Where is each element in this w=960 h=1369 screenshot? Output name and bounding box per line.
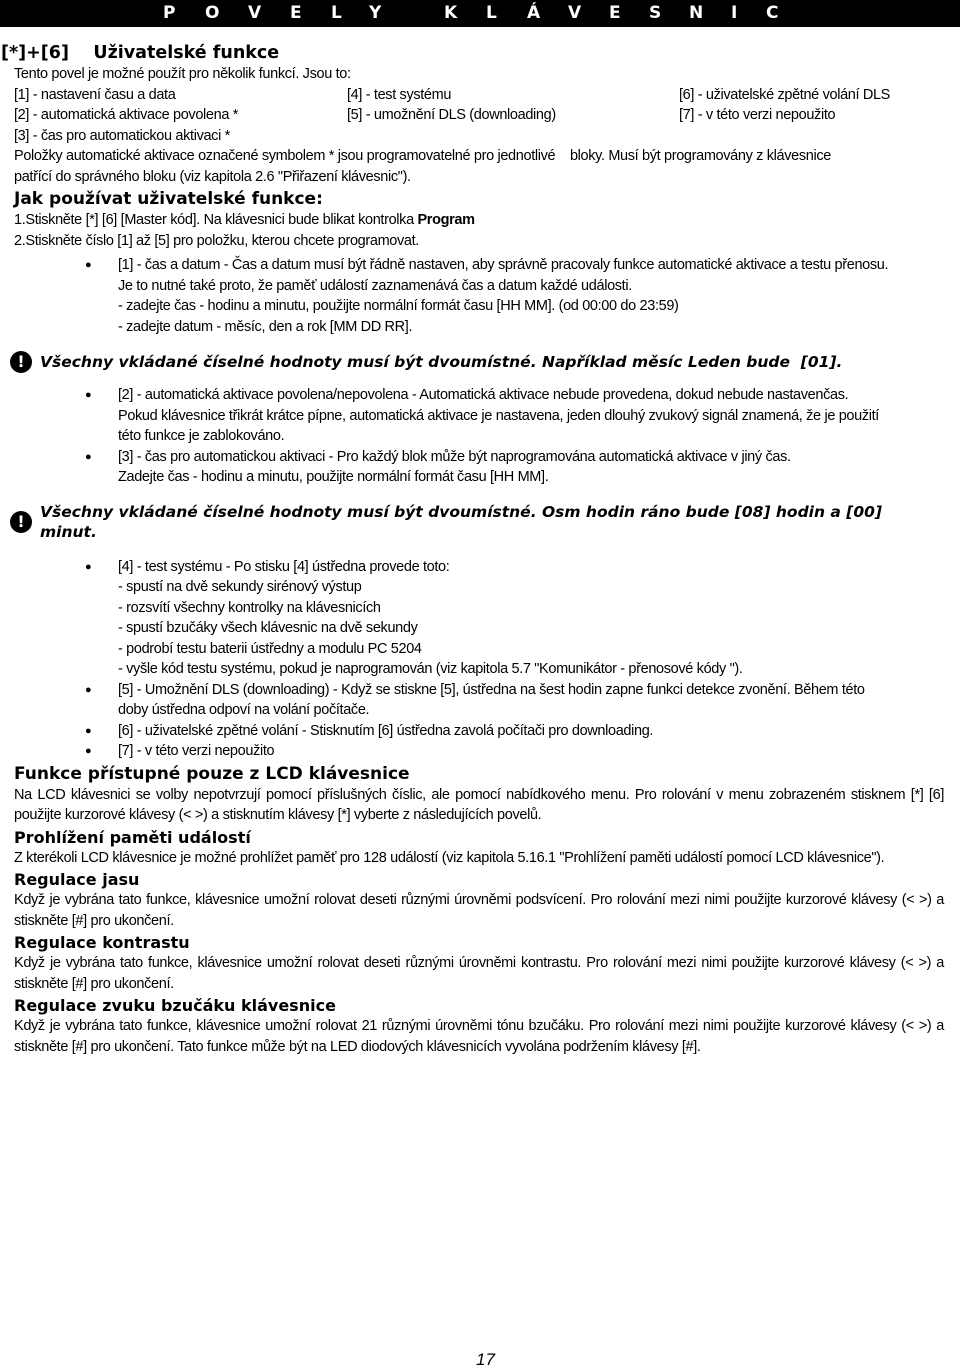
function-item: [2] - automatická aktivace povolena * [14, 107, 239, 123]
programmable-note: Položky automatické aktivace označené symbolem * jsou programovatelné pro jednotlivé bloky. Musí být programovány z klávesnice [14, 148, 831, 164]
contrast-title: Regulace kontrastu [14, 933, 190, 952]
bullet-icon: ● [85, 724, 92, 737]
functions-row [14, 126, 944, 147]
bullet-line: Pokud klávesnice třikrát krátce pípne, automatická aktivace je nastavena, jeden dlouhý zvukový signál znamená, že je použití [118, 407, 879, 424]
bullet-icon: ● [85, 745, 92, 757]
header-letter: E [609, 3, 621, 23]
header-letter: E [290, 3, 302, 23]
lcd-text: Na LCD klávesnici se volby nepotvrzují pomocí příslušných číslic, ale pomocí nabídkového menu. Pro rolování v menu zobrazeném stisknem [*] [6] použijte kurzorové klávesy (< >) a stisknutím klávesy [*] vyberte z následujících povelů. [14, 786, 944, 823]
header-letter: V [568, 3, 582, 23]
lcd-title: Funkce přístupné pouze z LCD klávesnice [14, 763, 410, 784]
bullet-icon: ● [85, 450, 92, 463]
header-letter: I [731, 3, 738, 23]
list-item [85, 385, 944, 447]
bullet-line: - spustí na dvě sekundy sirénový výstup [118, 579, 362, 595]
function-item: [6] - uživatelské zpětné volání DLS [679, 86, 891, 103]
warning-text: Všechny vkládané číselné hodnoty musí být dvoumístné. Například měsíc Leden bude [01]. [40, 352, 843, 371]
bullet-line: - zadejte datum - měsíc, den a rok [MM DD RR]. [118, 318, 413, 335]
bullet-line: této funkce je zablokováno. [118, 428, 285, 444]
memory-text: Z kterékoli LCD klávesnice je možné prohlížet paměť pro 128 událostí (viz kapitola 5.16.1 "Prohlížení paměti událostí pomocí LCD klávesnice"). [14, 849, 885, 866]
bullet-line: - spustí bzučáky všech klávesnic na dvě sekundy [118, 620, 418, 636]
list-item [85, 721, 944, 742]
warning-note [10, 351, 944, 373]
header-letter: S [649, 3, 662, 23]
exclamation-icon: ! [10, 511, 32, 533]
header-letter: Á [527, 3, 541, 23]
header-letter: L [331, 3, 342, 23]
step-2: 2.Stiskněte číslo [1] až [5] pro položku, kterou chcete programovat. [14, 232, 419, 249]
header-letter: N [689, 3, 704, 23]
header-letter: L [486, 3, 497, 23]
functions-row [14, 85, 944, 106]
list-item [85, 255, 944, 337]
header-letter: V [248, 3, 262, 23]
warning-note [10, 502, 944, 543]
bullet-line: - zadejte čas - hodinu a minutu, použijte normální formát času [HH MM]. (od 00:00 do 23:59) [118, 298, 679, 314]
step-1 [14, 210, 944, 231]
header-letter: C [766, 3, 779, 23]
memory-title: Prohlížení paměti událostí [14, 827, 251, 847]
backlight-title: Regulace jasu [14, 870, 140, 889]
list-item [85, 680, 944, 721]
howto-title: Jak používat uživatelské funkce: [14, 189, 323, 209]
bullet-line: [6] - uživatelské zpětné volání - Stisknutím [6] ústředna zavolá počítači pro downloading. [118, 722, 654, 739]
exclamation-icon: ! [10, 351, 32, 373]
function-item: [4] - test systému [347, 86, 452, 103]
function-item: [3] - čas pro automatickou aktivaci * [14, 127, 230, 144]
bullet-line: [5] - Umožnění DLS (downloading) - Když se stiskne [5], ústředna na šest hodin zapne funkci detekce zvonění. Během této [118, 681, 865, 698]
bullet-line: [1] - čas a datum - Čas a datum musí být řádně nastaven, aby správně pracovaly funkce automatické aktivace a testu přenosu. [118, 257, 889, 273]
bullet-line: - rozsvítí všechny kontrolky na klávesnicích [118, 599, 381, 616]
bullet-line: Je to nutné také proto, že paměť událostí zaznamenává čas a datum každé události. [118, 277, 632, 294]
functions-table [14, 85, 944, 147]
buzzer-text: Když je vybrána tato funkce, klávesnice umožní rolovat 21 různými úrovněmi tónu bzučáku. Pro rolování mezi nimi použijte kurzorové klávesy (< >) a stiskněte [#] pro ukončení. Tato funkce může být na LED diodových klávesnicích vyvolána podržením klávesy [#]. [14, 1018, 944, 1055]
bullet-line: Zadejte čas - hodinu a minutu, použijte normální formát času [HH MM]. [118, 469, 549, 485]
header-letter: Y [369, 3, 382, 23]
bullet-icon: ● [85, 560, 92, 573]
page-number: 17 [476, 1350, 495, 1369]
function-item: [5] - umožnění DLS (downloading) [347, 107, 556, 123]
list-item [85, 447, 944, 488]
bullet-line: doby ústředna odpoví na volání počítače. [118, 702, 370, 718]
buzzer-title: Regulace zvuku bzučáku klávesnice [14, 996, 336, 1015]
bullet-line: [7] - v této verzi nepoužito [118, 743, 275, 759]
intro-text: Tento povel je možné použít pro několik funkcí. Jsou to: [14, 66, 351, 82]
bullet-line: [3] - čas pro automatickou aktivaci - Pro každý blok může být naprogramována automatická aktivace v jiný čas. [118, 448, 791, 465]
bullet-line: [4] - test systému - Po stisku [4] ústředna provede toto: [118, 558, 450, 575]
backlight-text: Když je vybrána tato funkce, klávesnice umožní rolovat deseti různými úrovněmi podsvícení. Pro rolování mezi nimi použijte kurzorové klávesy (< >) a stiskněte [#] pro ukončení. [14, 892, 944, 929]
functions-row [14, 105, 944, 126]
bullet-line: - podrobí testu baterii ústředny a modulu PC 5204 [118, 640, 422, 657]
header-letter: K [444, 3, 458, 23]
warning-text: Všechny vkládané číselné hodnoty musí být dvoumístné. Osm hodin ráno bude [08] hodin a [00] minut. [40, 502, 883, 541]
header-letter: P [163, 3, 176, 23]
section-title: [*]+[6] Uživatelské funkce [1, 43, 280, 63]
bullet-icon: ● [85, 259, 92, 271]
header-letter: O [205, 3, 220, 23]
programmable-note: patřící do správného bloku (viz kapitola 2.6 "Přiřazení klávesnic"). [14, 168, 411, 185]
document-body [1, 42, 944, 1057]
bullet-icon: ● [85, 389, 92, 401]
bullet-icon: ● [85, 683, 92, 696]
bullet-line: - vyšle kód testu systému, pokud je naprogramován (viz kapitola 5.7 "Komunikátor - přenosové kódy "). [118, 661, 743, 677]
list-item [85, 741, 944, 762]
function-item: [1] - nastavení času a data [14, 86, 176, 103]
function-item: [7] - v této verzi nepoužito [679, 107, 836, 123]
contrast-text: Když je vybrána tato funkce, klávesnice umožní rolovat deseti různými úrovněmi kontrastu. Pro rolování mezi nimi použijte kurzorové klávesy (< >) a stiskněte [#] pro ukončení. [14, 955, 944, 992]
list-item [85, 557, 944, 680]
header-bar [0, 0, 960, 27]
step-1-bold: Program [417, 212, 475, 228]
step-1-text: 1.Stiskněte [*] [6] [Master kód]. Na klávesnici bude blikat kontrolka [14, 212, 418, 228]
bullet-line: [2] - automatická aktivace povolena/nepovolena - Automatická aktivace nebude provedena, dokud nebude nastavenčas. [118, 387, 849, 403]
